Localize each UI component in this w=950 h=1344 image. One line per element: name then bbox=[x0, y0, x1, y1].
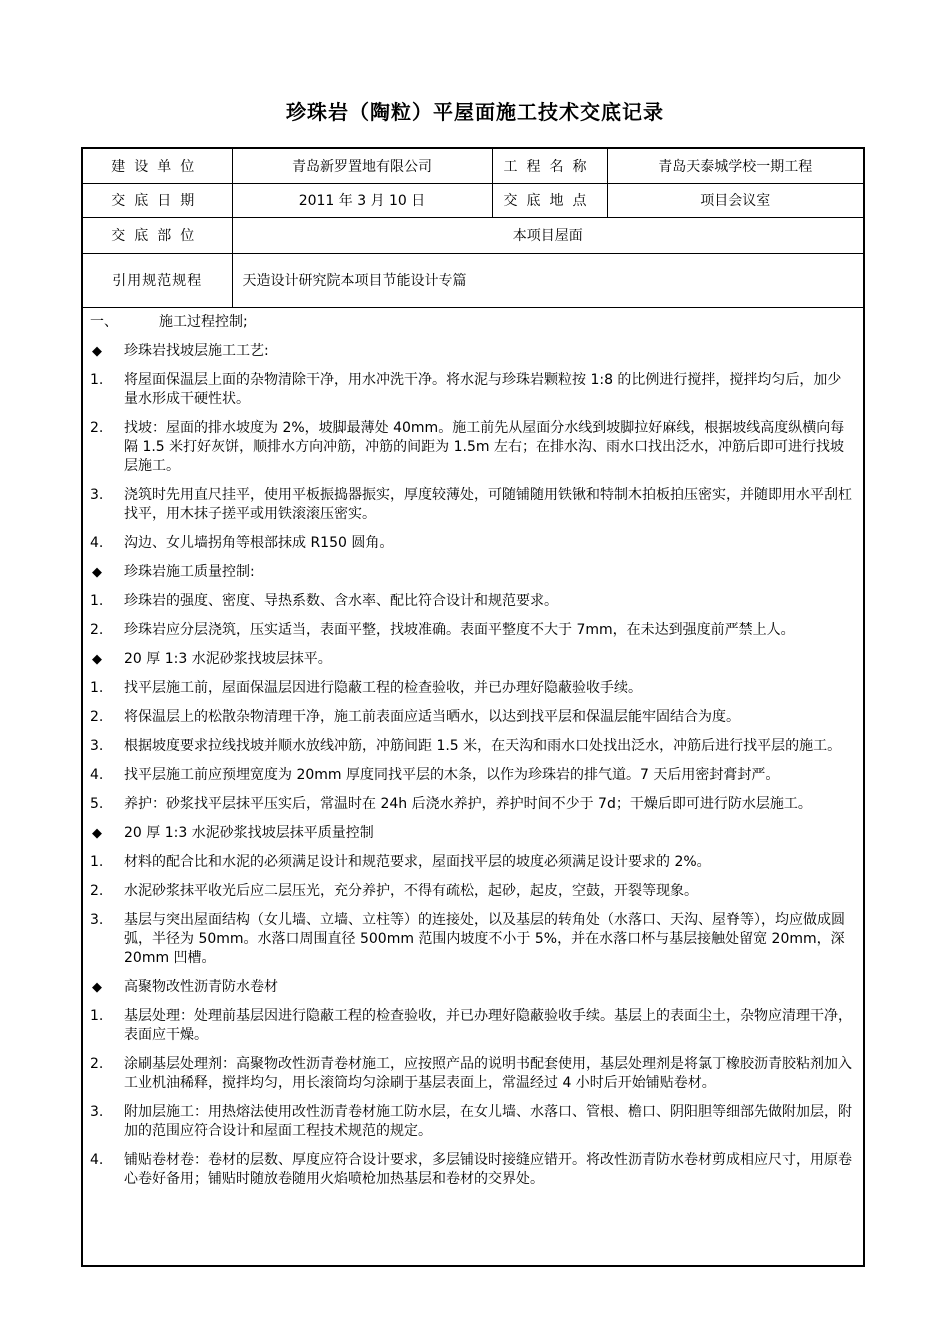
item-text: 找平层施工前应预埋宽度为 20mm 厚度同找平层的木条，以作为珍珠岩的排气道。7 天后用密封膏封严。 bbox=[124, 766, 780, 783]
item-number: 2. bbox=[90, 708, 104, 725]
list-item bbox=[83, 1055, 863, 1093]
item-text: 基层与突出屋面结构（女儿墙、立墙、立柱等）的连接处，以及基层的转角处（水落口、天沟、屋脊等），均应做成圆弧，半径为 50mm。水落口周围直径 500mm 范围内坡度不小于 5%，并在水落口杯与基层接触处留宽 20mm，深 20mm 凹槽。 bbox=[124, 911, 845, 966]
subsection-title: 20 厚 1:3 水泥砂浆找坡层抹平质量控制 bbox=[124, 824, 374, 841]
item-number: 4. bbox=[90, 534, 104, 551]
section-number: 一、 bbox=[90, 313, 118, 330]
header-row-4 bbox=[83, 253, 863, 307]
item-number: 2. bbox=[90, 1055, 104, 1072]
item-number: 3. bbox=[90, 737, 104, 754]
list-item bbox=[83, 419, 863, 476]
list-item bbox=[83, 1103, 863, 1141]
subsection-title: 高聚物改性沥青防水卷材 bbox=[124, 978, 278, 995]
item-number: 1. bbox=[90, 679, 104, 696]
item-text: 附加层施工：用热熔法使用改性沥青卷材施工防水层，在女儿墙、水落口、管根、檐口、阴阳胆等细部先做附加层，附加的范围应符合设计和屋面工程技术规范的规定。 bbox=[124, 1103, 852, 1139]
subsection-heading bbox=[83, 978, 863, 997]
item-text: 找平层施工前，屋面保温层因进行隐蔽工程的检查验收，并已办理好隐蔽验收手续。 bbox=[124, 679, 642, 696]
subsection-title: 20 厚 1:3 水泥砂浆找坡层抹平。 bbox=[124, 650, 332, 667]
part-value: 本项目屋面 bbox=[232, 217, 863, 253]
item-number: 2. bbox=[90, 419, 104, 436]
list-item bbox=[83, 679, 863, 698]
list-item bbox=[83, 1151, 863, 1189]
item-number: 1. bbox=[90, 1007, 104, 1024]
item-text: 将保温层上的松散杂物清理干净，施工前表面应适当晒水，以达到找平层和保温层能牢固结合为度。 bbox=[124, 708, 740, 725]
date-value: 2011 年 3 月 10 日 bbox=[232, 183, 492, 217]
header-row-3 bbox=[83, 217, 863, 253]
item-text: 浇筑时先用直尺挂平，使用平板振捣器振实，厚度较薄处，可随铺随用铁锹和特制木拍板拍压密实，并随即用水平刮杠找平，用木抹子搓平或用铁滚滚压密实。 bbox=[124, 486, 852, 522]
record-form bbox=[81, 147, 865, 1267]
list-item bbox=[83, 1007, 863, 1045]
subsection-heading bbox=[83, 342, 863, 361]
header-table bbox=[83, 149, 863, 308]
build-unit-value: 青岛新罗置地有限公司 bbox=[232, 149, 492, 183]
subsection-title: 珍珠岩找坡层施工工艺: bbox=[124, 342, 269, 359]
part-label: 交底部位 bbox=[83, 217, 232, 253]
list-item bbox=[83, 882, 863, 901]
item-number: 3. bbox=[90, 911, 104, 928]
item-number: 3. bbox=[90, 1103, 104, 1120]
diamond-bullet-icon: ◆ bbox=[92, 825, 102, 841]
item-number: 1. bbox=[90, 371, 104, 388]
content-body bbox=[83, 308, 863, 1189]
item-number: 1. bbox=[90, 853, 104, 870]
subsection-title: 珍珠岩施工质量控制: bbox=[124, 563, 255, 580]
diamond-bullet-icon: ◆ bbox=[92, 979, 102, 995]
item-number: 4. bbox=[90, 766, 104, 783]
header-row-1 bbox=[83, 149, 863, 183]
subsection-heading bbox=[83, 650, 863, 669]
diamond-bullet-icon: ◆ bbox=[92, 564, 102, 580]
item-text: 找坡：屋面的排水坡度为 2%，坡脚最薄处 40mm。施工前先从屋面分水线到坡脚拉好麻线，根据坡线高度纵横向每隔 1.5 米打好灰饼，顺排水方向冲筋，冲筋的间距为 1.5m 左右；在排水沟、雨水口找出泛水，冲筋后即可进行找坡层施工。 bbox=[124, 419, 845, 474]
spec-value: 天造设计研究院本项目节能设计专篇 bbox=[232, 253, 863, 307]
project-name-label: 工程名称 bbox=[492, 149, 607, 183]
header-row-2 bbox=[83, 183, 863, 217]
section-heading bbox=[83, 313, 863, 332]
item-text: 根据坡度要求拉线找坡并顺水放线冲筋，冲筋间距 1.5 米，在天沟和雨水口处找出泛水，冲筋后进行找平层的施工。 bbox=[124, 737, 842, 754]
subsection-heading bbox=[83, 824, 863, 843]
item-number: 1. bbox=[90, 592, 104, 609]
list-item bbox=[83, 853, 863, 872]
spec-label: 引用规范规程 bbox=[83, 253, 232, 307]
item-text: 涂刷基层处理剂：高聚物改性沥青卷材施工，应按照产品的说明书配套使用，基层处理剂是将氯丁橡胶沥青胶粘剂加入工业机油稀释，搅拌均匀，用长滚筒均匀涂刷于基层表面上，常温经过 4 小时后开始铺贴卷材。 bbox=[124, 1055, 852, 1091]
item-text: 材料的配合比和水泥的必须满足设计和规范要求，屋面找平层的坡度必须满足设计要求的 2%。 bbox=[124, 853, 711, 870]
location-value: 项目会议室 bbox=[607, 183, 863, 217]
diamond-bullet-icon: ◆ bbox=[92, 343, 102, 359]
list-item bbox=[83, 621, 863, 640]
diamond-bullet-icon: ◆ bbox=[92, 651, 102, 667]
section-title: 施工过程控制; bbox=[159, 313, 248, 330]
item-text: 铺贴卷材卷：卷材的层数、厚度应符合设计要求，多层铺设时接缝应错开。将改性沥青防水卷材剪成相应尺寸，用原卷心卷好备用；铺贴时随放卷随用火焰喷枪加热基层和卷材的交界处。 bbox=[124, 1151, 852, 1187]
list-item bbox=[83, 911, 863, 968]
subsection-heading bbox=[83, 563, 863, 582]
build-unit-label: 建设单位 bbox=[83, 149, 232, 183]
list-item bbox=[83, 708, 863, 727]
item-number: 2. bbox=[90, 621, 104, 638]
item-text: 水泥砂浆抹平收光后应二层压光，充分养护，不得有疏松，起砂，起皮，空鼓，开裂等现象。 bbox=[124, 882, 698, 899]
project-name-value: 青岛天泰城学校一期工程 bbox=[607, 149, 863, 183]
list-item bbox=[83, 534, 863, 553]
item-text: 养护：砂浆找平层抹平压实后，常温时在 24h 后浇水养护，养护时间不少于 7d；干燥后即可进行防水层施工。 bbox=[124, 795, 812, 812]
list-item bbox=[83, 486, 863, 524]
list-item bbox=[83, 737, 863, 756]
item-text: 珍珠岩的强度、密度、导热系数、含水率、配比符合设计和规范要求。 bbox=[124, 592, 558, 609]
item-number: 3. bbox=[90, 486, 104, 503]
item-number: 5. bbox=[90, 795, 104, 812]
item-text: 沟边、女儿墙拐角等根部抹成 R150 圆角。 bbox=[124, 534, 394, 551]
list-item bbox=[83, 371, 863, 409]
location-label: 交底地点 bbox=[492, 183, 607, 217]
list-item bbox=[83, 766, 863, 785]
date-label: 交底日期 bbox=[83, 183, 232, 217]
document-title: 珍珠岩（陶粒）平屋面施工技术交底记录 bbox=[286, 100, 664, 124]
item-text: 珍珠岩应分层浇筑，压实适当，表面平整，找坡准确。表面平整度不大于 7mm，在未达到强度前严禁上人。 bbox=[124, 621, 795, 638]
item-text: 基层处理：处理前基层因进行隐蔽工程的检查验收，并已办理好隐蔽验收手续。基层上的表面尘土，杂物应清理干净，表面应干燥。 bbox=[124, 1007, 852, 1043]
list-item bbox=[83, 592, 863, 611]
item-number: 2. bbox=[90, 882, 104, 899]
item-text: 将屋面保温层上面的杂物清除干净，用水冲洗干净。将水泥与珍珠岩颗粒按 1:8 的比例进行搅拌，搅拌均匀后，加少量水形成干硬性状。 bbox=[124, 371, 842, 407]
item-number: 4. bbox=[90, 1151, 104, 1168]
list-item bbox=[83, 795, 863, 814]
